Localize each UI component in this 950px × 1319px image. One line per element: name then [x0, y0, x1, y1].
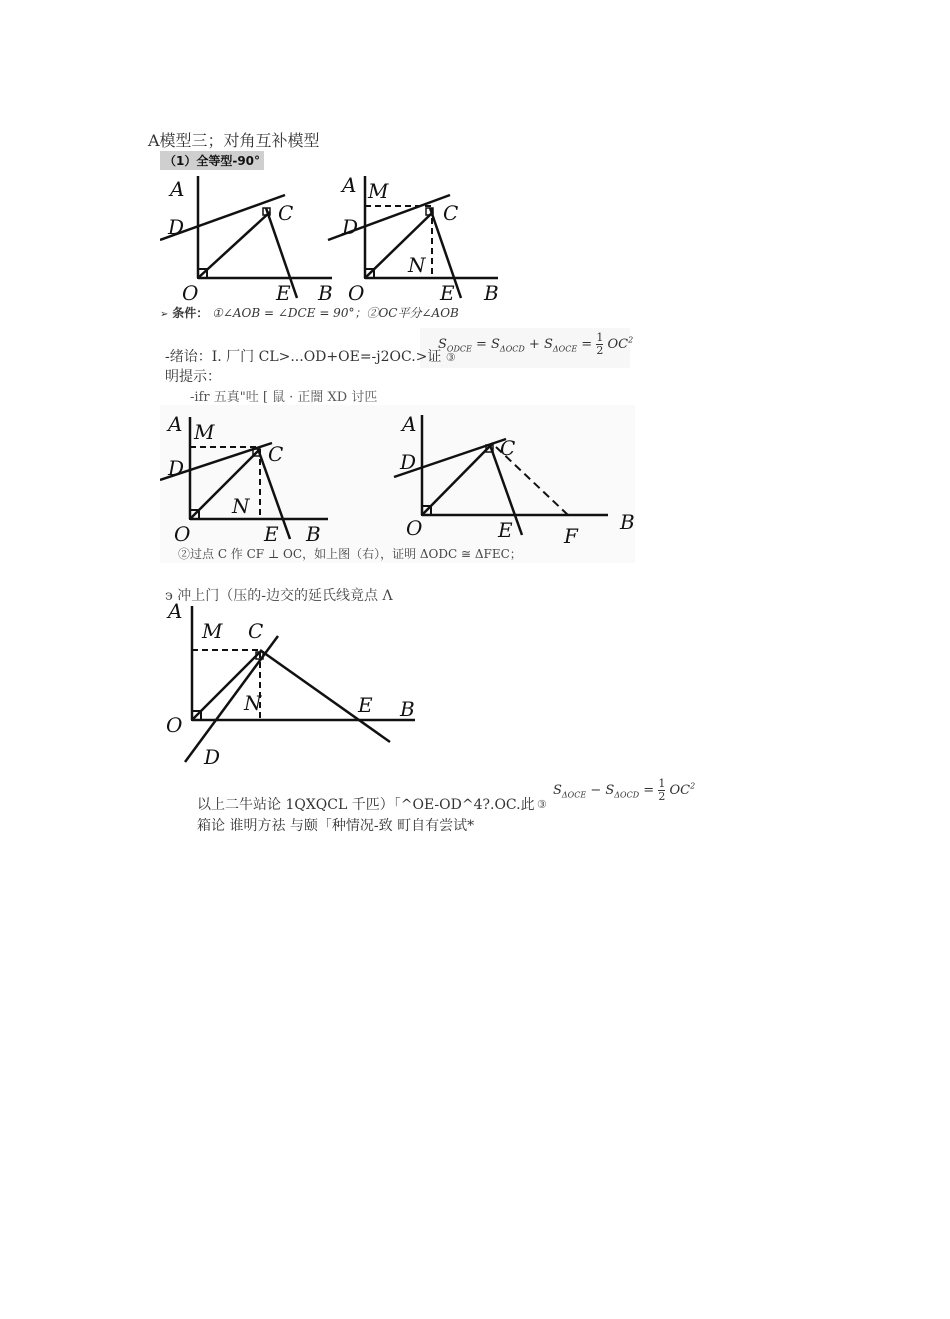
- fig4-label-b: B: [620, 510, 635, 534]
- conclusion-marker: ③: [445, 351, 456, 364]
- fig5-label-a: A: [168, 600, 183, 623]
- fig1-label-e: E: [276, 281, 291, 304]
- f1-s1: S: [438, 337, 447, 352]
- figure-5: [160, 600, 420, 770]
- line-dc-5: [185, 636, 278, 762]
- summary-line-1: [197, 794, 535, 814]
- summary-text-1: 以上二牛站论 1QXQCL 千匹）「^OE-OD^4?.OC.此: [197, 797, 535, 813]
- section-title: A模型三；对角互补模型: [148, 131, 320, 150]
- fig1-label-o: O: [182, 281, 199, 304]
- fig2-label-c: C: [443, 201, 459, 225]
- f2-tail: OC: [669, 783, 691, 798]
- f1-fraction: [596, 332, 603, 357]
- f2-s2-sub: ΔOCD: [614, 790, 640, 800]
- figure-4: [394, 415, 608, 535]
- fig2-label-a: A: [342, 173, 357, 197]
- f1-s3-sub: ΔOCE: [552, 344, 578, 354]
- fig2-label-m: M: [368, 179, 389, 203]
- summary-formula: $S_{\Delta OCE} - S_{\Delta OCD}$ = $\frac{1}{2}$ $OC^2$: [553, 777, 696, 803]
- fig5-label-o: O: [166, 713, 183, 737]
- fig1-label-b: B: [318, 281, 333, 304]
- fig1-label-c: C: [278, 201, 294, 225]
- f1-tail-sup: 2: [628, 335, 634, 345]
- f1-tail: OC: [607, 337, 629, 352]
- figure-3: [160, 417, 328, 539]
- f1-s2: S: [491, 337, 500, 352]
- f2-fraction: [658, 778, 665, 803]
- fig3-label-m: M: [194, 420, 215, 444]
- fig4-label-a: A: [402, 412, 417, 436]
- fig3-label-n: N: [232, 494, 250, 518]
- conclusion-line: [165, 346, 456, 366]
- fig2-label-n: N: [408, 253, 426, 277]
- fig4-label-d: D: [400, 450, 417, 474]
- fig5-label-n: N: [244, 691, 262, 715]
- hint-label: 明提示：: [165, 369, 221, 385]
- fig3-label-o: O: [174, 522, 191, 546]
- f2-frac-num: 1: [658, 777, 666, 790]
- f1-s2-sub: ΔOCD: [499, 344, 525, 354]
- conclusion-text: -绪诒：I. 厂门 CL>...OD+OE=-j2OC.>证: [165, 349, 442, 365]
- segment-oc-4: [422, 443, 493, 515]
- f1-s3: S: [543, 337, 553, 352]
- fig1-label-a: A: [170, 177, 185, 201]
- step2-line: ②过点 C 作 CF ⊥ OC，如上图（右），证明 ΔODC ≅ ΔFEC；: [178, 547, 522, 561]
- figure-row-1: [160, 168, 505, 304]
- f2-tail-sup: 2: [690, 781, 696, 791]
- fig4-label-o: O: [406, 516, 423, 540]
- f1-s1-sub: ODCE: [446, 344, 472, 354]
- fig5-label-c: C: [248, 619, 264, 643]
- fig3-label-b: B: [306, 522, 321, 546]
- f2-s2: S: [605, 783, 615, 798]
- fig1-label-d: D: [168, 215, 185, 239]
- fig4-label-c: C: [500, 436, 516, 460]
- f2-s1-sub: ΔOCE: [561, 790, 587, 800]
- fig3-label-e: E: [264, 522, 279, 546]
- fig3-label-a: A: [168, 412, 183, 436]
- fig5-label-d: D: [204, 745, 221, 769]
- step3-line: э 冲上门（压的-边交的延氏线竟点 Λ: [165, 588, 393, 604]
- condition-line: [160, 304, 459, 321]
- fig5-label-b: B: [400, 697, 415, 721]
- summary-marker: ③: [537, 798, 547, 811]
- condition-label: 条件：: [172, 306, 209, 320]
- fig2-label-o: O: [348, 281, 365, 304]
- fig5-label-e: E: [358, 693, 373, 717]
- fig2-label-b: B: [484, 281, 499, 304]
- fig4-label-f: F: [564, 524, 578, 548]
- condition-text: ①∠AOB = ∠DCE = 90°；②OC平分∠AOB: [212, 306, 459, 320]
- fig4-label-e: E: [498, 518, 513, 542]
- fig5-label-m: M: [202, 619, 223, 643]
- figure-row-2: [160, 405, 635, 563]
- summary-line-2: 箱论 谁明方祛 与颐「种情况-致 町自有尝试*: [197, 818, 475, 834]
- fig3-label-c: C: [268, 442, 284, 466]
- f1-frac-num: 1: [596, 331, 604, 344]
- f2-s1: S: [553, 783, 562, 798]
- fig3-label-d: D: [168, 456, 185, 480]
- case-tag: （1）全等型-90°: [160, 151, 264, 170]
- figure-1: [160, 176, 332, 298]
- fig2-label-d: D: [342, 215, 359, 239]
- fig2-label-e: E: [440, 281, 455, 304]
- hint-line-1: -ifr 五真"吐 [ 鼠 · 正闇 XD 讨匹: [190, 390, 378, 405]
- f1-frac-den: 2: [596, 344, 604, 357]
- conclusion-formula: $S_{ODCE} = S_{\Delta OCD} + S_{\Delta OCE}$ = $\frac{1}{2}$ $OC^2$: [438, 331, 634, 357]
- bullet-arrow-icon: ➢: [160, 309, 169, 320]
- f2-frac-den: 2: [658, 790, 666, 803]
